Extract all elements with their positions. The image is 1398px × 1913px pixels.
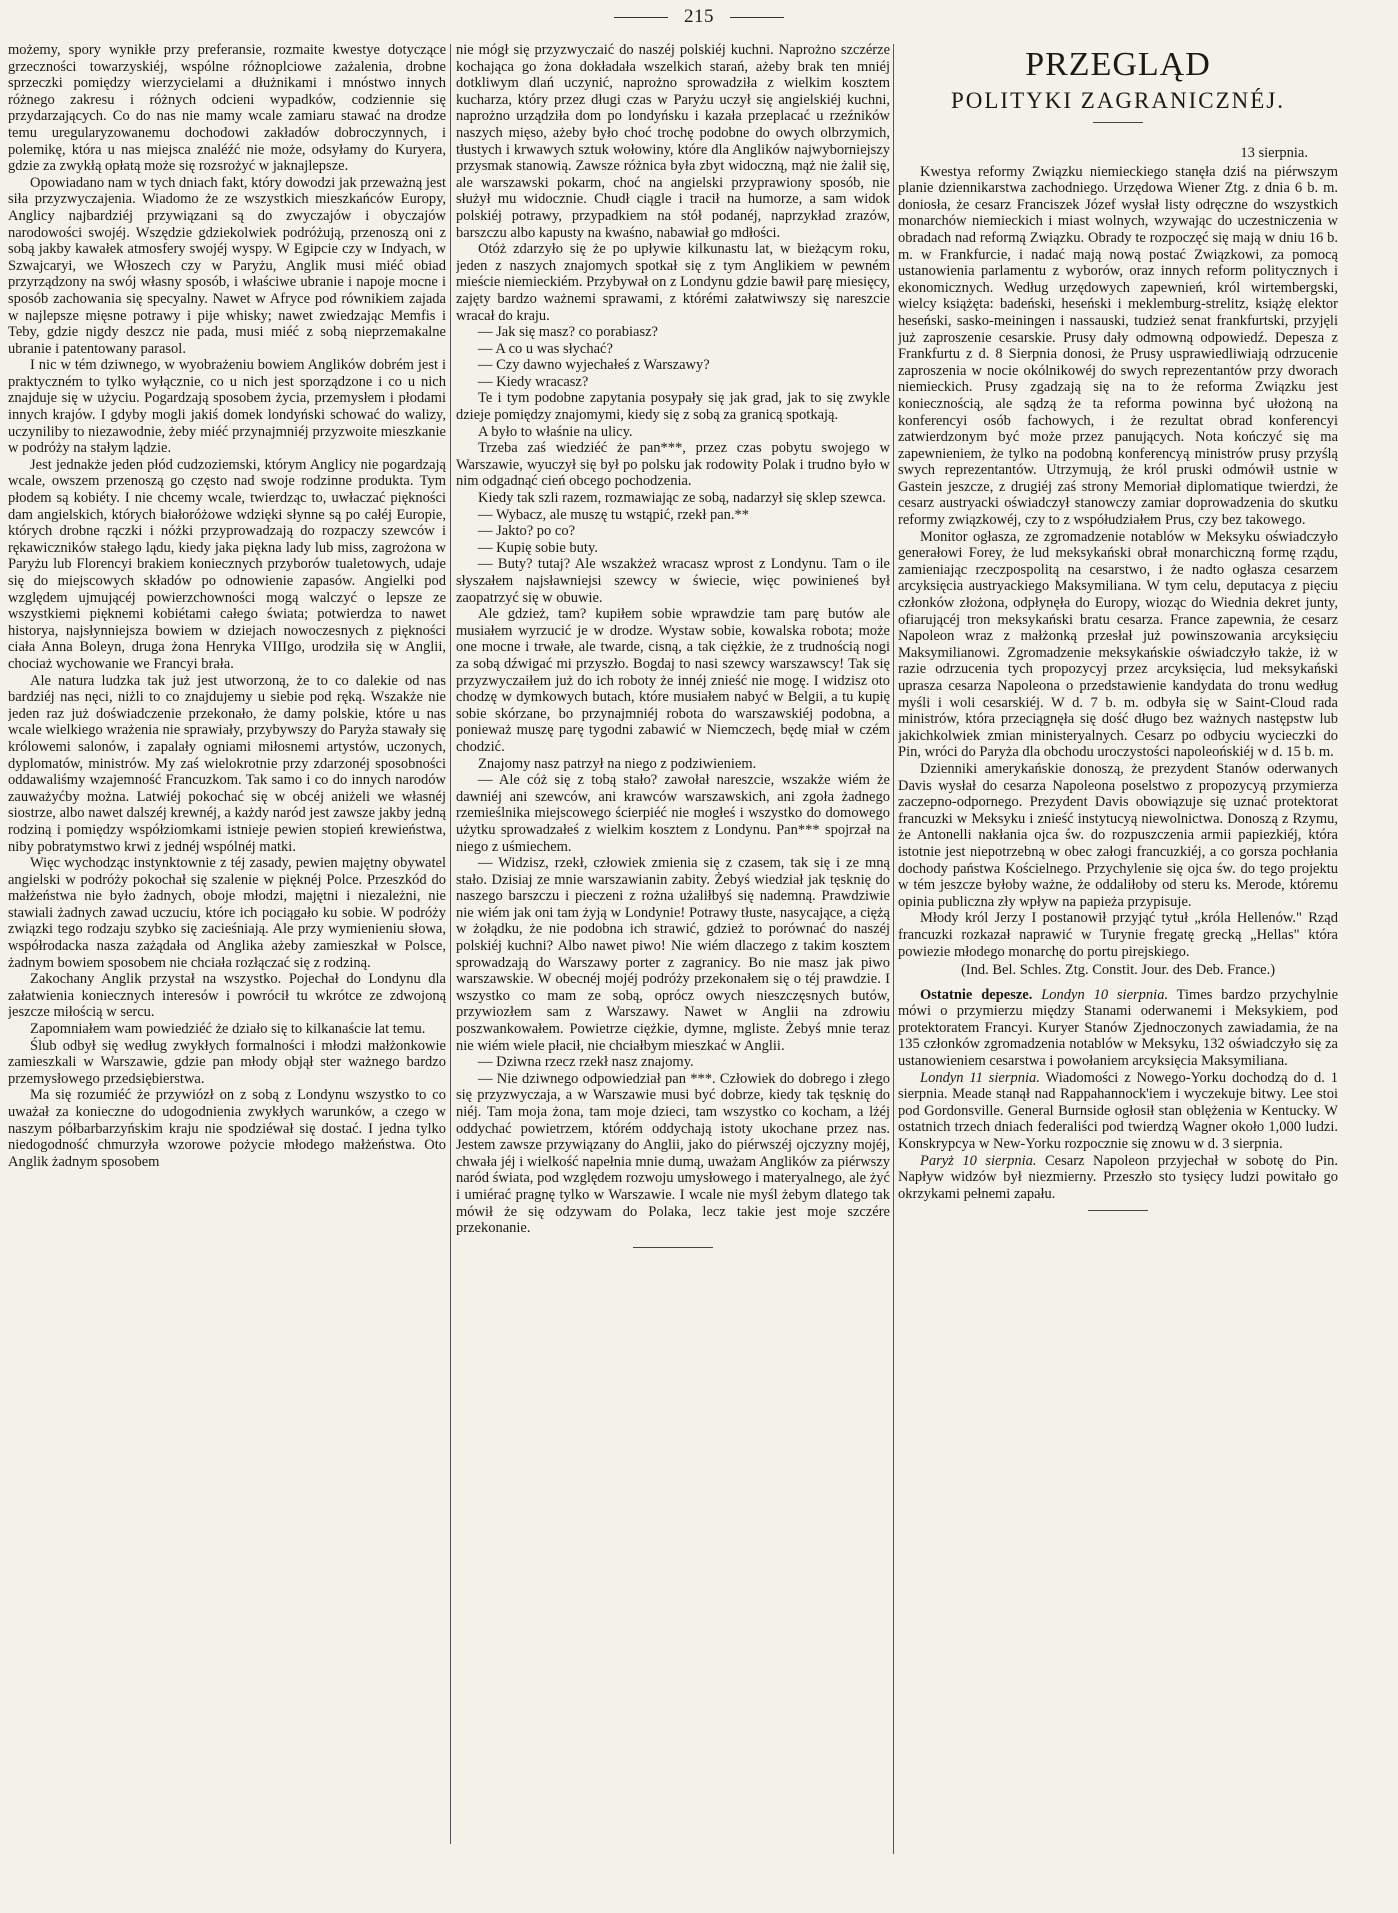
header-dash-right (730, 17, 784, 18)
paragraph: nie mógł się przyzwyczaić do naszéj polskiéj kuchni. Naprożno szczérze kochająca go żona dokładała wszelkich starań, ażeby brak ten mniéj dotkliwym dlań uczynić, naprożno sprowadziła z wielkim kosztem kucharza, który przez długi czas w Paryżu uczył się angielskiéj kuchni, naprożno urządziła dom po londyńsku i kazała przeplacać u rzeźników naszych mięso, ażeby było choć trochę podobne do owych olbrzymich, tłustych i krwawych sztuk wołowiny, które dla Anglików najwyborniejszy przysmak stanowią. Zawsze różnica była zbyt widoczną, mąż nie żalił się, ale warszawski pokarm, choć na angielski przyprawiony sposób, nie służył mu widocznie. Chudł ciągle i tracił na humorze, a sam widok polskiéj potrawy, przypadkiem na stół podanéj, naprzykład zrazów, barszczu albo kapusty na kwaśno, nabawiał go mdłości. (456, 42, 890, 241)
dispatch-paragraph (898, 987, 1338, 1070)
dispatch-paragraph (898, 1070, 1338, 1153)
dialogue-line: — Kiedy wracasz? (478, 373, 589, 390)
column-rule-2 (893, 44, 894, 1854)
column-1 (8, 42, 446, 1892)
paragraph: Młody król Jerzy I postanowił przyjąć tytuł „króla Hellenów." Rząd francuzki rozkazał naprawić w Turynie fregatę grecką „Hellas" która powiezie młodego monarchę do portu pirejskiego. (898, 910, 1338, 960)
paragraph: — Nie dziwnego odpowiedział pan ***. Człowiek do dobrego i złego się przyzwyczaja, a w Warszawie musi być dobrze, kiedy tak tęsknię do niéj. Tam moja żona, tam moje dzieci, tam wszystko co kocham, a lżéj oddychać powietrzem, którém oddychają istoty ukochane przez nas. Jestem zawsze przywiązany do Anglii, jako do piérwszéj ojczyzny mojéj, chwała jéj i wielkość napełnia mnie dumą, uważam Anglików za piérwszy naród świata, pod względem rozwoju umysłowego i materyalnego, ale żyć i umiérać pragnę tylko w Warszawie. I wcale nie myśl żebym dlatego tak mówił że się odzywam do Polaka, lecz takie jest moje szczére przekonanie. (456, 1070, 890, 1237)
paragraph: Więc wychodząc instynktownie z téj zasady, pewien majętny obywatel angielski w podróży pokochał się szalenie w pięknéj Polce. Przeszkód do małżeństwa nie było żadnych, oboje młodzi, majętni i niezależni, nie stawiali żadnych zawad uczuciu, które ich pociągało ku sobie. W podróży związki tego rodzaju szybko się zacieśniają. Ale przy wymienieniu słowa, współrodacka nasza zażądała od Anglika ażeby zamieszkał w Polsce, żadnym bowiem sposobem nie chciała rozłączać się z rodziną. (8, 855, 446, 971)
paragraph: Ślub odbył się według zwykłych formalności i młodzi małżonkowie zamieszkali w Warszawie, gdzie pan młody objął ster ważnego bardzo przemysłowego przedsiębierstwa. (8, 1037, 446, 1087)
section-title: PRZEGLĄD (1025, 46, 1211, 83)
paragraph: — Widzisz, rzekł, człowiek zmienia się z czasem, tak się i ze mną stało. Dzisiaj ze mnie warszawianin zabity. Żebyś wiedział jak tęsknię do naszego barszczu i pieczeni z rożna użaliłbyś się nademną. Prawdziwie nie wiém jak oni tam żyją w Londynie! Potrawy tłuste, nasycające, a ciężą w żołądku, że nie podobna ich strawić, gdzież to porównać do naszéj polskiéj kuchni? Albo nawet piwo! Nie wiém dlaczego z takim kosztem sprowadzają do Warszawy porter z zagranicy. Bo nie masz jak piwo warszawskie. W obecnéj mojéj podróży przekonałem się o téj prawdzie. I wszystko co mam ze sobą, oprócz owych nieszczęsnych butów, przywiozłem sam z Warszawy. Nawet w Anglii na zdrowiu poszwankowałem. Powietrze ciężkie, dymne, mgliste. Żebyś mnie teraz nie wiém wiele płacił, nie chciałbym mieszkać w Anglii. (456, 855, 890, 1054)
dispatch-text: Wiadomości z Nowego-Yorku dochodzą do d. 1 sierpnia. Meade stanął nad Rappahannock'iem i wyczekuje bitwy. Lee stoi pod Gordonsville. General Burnside ogłosił stan oblężenia w Kentucky. W ostatnich trzech dniach federaliści pod twierdzą Wagner około 1,000 ludzi. Konskrypcya w New-Yorku rozpocznie się znowu w d. 3 sierpnia. (898, 1069, 1338, 1153)
dialogue-line: — A co u was słychać? (478, 340, 613, 357)
dispatch-place: Londyn 10 sierpnia. (1041, 986, 1169, 1003)
dialogue-line: — Dziwna rzecz rzekł nasz znajomy. (478, 1054, 694, 1071)
dialogue-line: — Kupię sobie buty. (478, 539, 598, 556)
section-date: 13 sierpnia. (1240, 145, 1308, 161)
column-rule-1 (450, 44, 451, 1844)
paragraph: I nic w tém dziwnego, w wyobrażeniu bowiem Anglików dobrém jest i praktyczném to tylko wyłącznie, co u nich jest sporządzone i co u nich znajduje się w użyciu. Pogardzają sposobem życia, przemysłem i płodami innych krajów. I gdyby mogli jakiś domek londyński schować do walizy, uczyniliby to niezawodnie, żeby miéć przynajmniéj przyzwoite mieszkanie w podróży na stałym lądzie. (8, 357, 446, 457)
column-3 (898, 42, 1338, 1892)
section-subtitle: POLITYKI ZAGRANICZNÉJ. (950, 88, 1286, 113)
paragraph: Kwestya reformy Związku niemieckiego stanęła dziś na piérwszym planie dziennikarstwa zachodniego. Urzędowa Wiener Ztg. z dnia 6 b. m. doniosła, że cesarz Franciszek Józef wysłał listy odręczne do wszystkich monarchów niemieckich i miast wolnych, wzywając do uczestniczenia w obradach nad reformą Związku. Obrady te rozpoczęć się mają w dniu 16 b. m. w Frankfurcie, i nadać mają nową postać Związkowi, za pomocą ustanowienia parlamentu z wyborów, oraz innych reform politycznych i ekonomicznych. Według urzędowych zapewnień, król wirtembergski, wielcy książęta: badeński, heseński i meklemburg-strelitz, książę elektor heseński, sasko-meiningen i nassauski, tudzież senat frankfurtski, przyjęli już zaproszenie cesarskie. Prusy dały odmowną odpowiedź. Depesza z Frankfurtu z d. 8 Sierpnia donosi, że Prusy usprawiedliwiają odrzucenie zaproszenia w nocie okólnikowéj do swych reprezentantów przy dworach niemieckich. Prusy zgadzają się na to że reforma Związku jest koniecznością, ale sądzą że ta reforma powinna być ułożoną na konferencyi osób fachowych, i że rezultat obrad konferencyi zatwierdzonym być może przez panujących. Nota kończyć się ma zapewnieniem, że tylko na podobną konferencyą ministrów prusy przyślą swych reprezentantów. Utrzymują, że król pruski odmówił ustnie w Gastein jeszcze, z drugiéj zaś strony Memoriał diplomatique twierdzi, że cesarz austryacki oświadczył stanowczy zamiar doprowadzenia do skutku reformy związkowéj, czy to z współudziałem Prus, czy bez takowego. (898, 163, 1338, 529)
dispatch-text: Cesarz Napoleon przyjechał w sobotę do Pin. Napływ widzów był niezmierny. Przeszło sto tysięcy ludzi powitało go okrzykami pełnemi zapału. (898, 1152, 1338, 1202)
section-end-rule (1088, 1210, 1148, 1211)
paragraph: Ale gdzież, tam? kupiłem sobie wprawdzie tam parę butów ale musiałem wyrzucić je w drodze. Wystaw sobie, kowalska robota; może one mocne i trwałe, ale twarde, cisną, a tak ciężkie, że z trudnością nogi za sobą dźwigać mi przyszło. Bogdaj to nasi szewcy warszawscy! Tak się przyzwyczaiłem już do ich roboty że innéj znieść nie mogę. I widzisz oto chodzę w dymkowych butach, które musiałem nabyć w Belgii, a tu kupię sobie skórzane, bo przynajmniéj robota do warszawskiéj podobna, a ponieważ muszę parę tygodni zabawić w Niemczech, będę miał w czém chodzić. (456, 606, 890, 755)
paragraph: Monitor ogłasza, ze zgromadzenie notablów w Meksyku oświadczyło generałowi Forey, że lud meksykański obrał monarchiczną formę rządu, zamieniając rzeczpospolitą na cesarstwo, i że nadto ogłasza cesarzem arcyksięcia austryackiego Maksymiliana. W tym celu, deputacya z pięciu członków złożona, odpłynęła do Europy, wioząc do Wiednia dekret junty, ofiarującéj tron meksykański bratu cesarza. France zapewnia, że cesarz Napoleon wraz z małżonką przesłał już powinszowania arcyksięciu Maksymilianowi. Zgromadzenie meksykańskie oświadczyło także, iż w razie odrzucenia tych propozycyj przez arcyksięcia, lud meksykański uprasza cesarza Napoleona o przedstawienie kandydata do tronu według myśli i woli cesarskiéj. W d. 7 b. m. odbyła się w Saint-Cloud rada ministrów, która przeciągnęła się dość długo bez ważnych następstw lub jakichkolwiek zmian ministeryalnych. Cesarz po odbyciu wycieczki do Pin, wróci do Paryża dla obchodu uroczystości napoleońskiéj w d. 15 b. m. (898, 528, 1338, 761)
page-number: 215 (684, 6, 714, 27)
paragraph: A było to właśnie na ulicy. (478, 423, 633, 440)
title-rule (1093, 122, 1143, 123)
article-end-rule (633, 1247, 713, 1248)
dispatch-text: Times bardzo przychylnie mówi o przymierzu między Stanami oderwanemi i Meksykiem, pod protektoratem Francyi. Kuryer Stanów Zjednoczonych zawiadamia, że na 135 członków zgromadzenia notablów w Meksyku, 132 oświadczyło się za ustanowieniem cesarstwa i powołaniem arcyksięcia Maksymiliana. (898, 986, 1338, 1070)
column-2 (456, 42, 890, 1892)
header-dash-left (614, 17, 668, 18)
paragraph: — Ale cóż się z tobą stało? zawołał nareszcie, wszakże wiém że dawniéj ani szewców, ani krawców warszawskich, ani zgoła żadnego rzemieślnika miejscowego ścierpiéć nie mogłeś i wszystko do domowego użytku sprowadzałeś z wielkim kosztem z Londynu. Pan*** spojrzał na niego z uśmiechem. (456, 772, 890, 855)
dispatch-place: Paryż 10 sierpnia. (920, 1152, 1037, 1169)
paragraph: Opowiadano nam w tych dniach fakt, który dowodzi jak przeważną jest siła przyzwyczajenia. Wiadomo że ze wszystkich mieszkańców Europy, Anglicy najbardziéj przywiązani są do zwyczajów i obyczajów narodowości swojéj. Wszędzie gdziekolwiek podróżują, przenoszą oni z sobą jakby kawałek atmosfery swojéj wyspy. W Egipcie czy w Indyach, w Szwajcaryi, we Włoszech czy w Paryżu, Anglik musi miéć obiad przyrządzony na swój własny sposób, i właściwe ubranie i napoje mocne i sposób zachowania się specyalny. Nawet w Afryce pod równikiem zajada w najlepsze mięsne potrawy i pije whisky; nawet zwiedzając Memfis i Teby, gdzie nigdy deszcz nie pada, musi miéć z sobą nieprzemakalne ubranie i patentowany parasol. (8, 174, 446, 357)
dispatch-place: Londyn 11 sierpnia. (920, 1069, 1040, 1086)
paragraph: Trzeba zaś wiedziéć że pan***, przez czas pobytu swojego w Warszawie, wyuczył się był po polsku jak rodowity Polak i trudno było w nim odgadnąć cień obcego pochodzenia. (456, 440, 890, 490)
paragraph: Zapomniałem wam powiedziéć że działo się to kilkanaście lat temu. (30, 1021, 426, 1038)
dialogue-line: — Jak się masz? co porabiasz? (478, 324, 658, 341)
paragraph: Zakochany Anglik przystał na wszystko. Pojechał do Londynu dla załatwienia koniecznych interesów i powrócił tu wkrótce ze zdwojoną jeszcze miłością w sercu. (8, 971, 446, 1021)
paragraph: możemy, spory wynikłe przy preferansie, rozmaite kwestye dotyczące grzeczności towarzyskiéj, wspólne różnoplciowe zażalenia, drobne sprzeczki pomiędzy wierzycielami a dłużnikami i mnóstwo innych różnego zakresu i różnych odcieni wypadków, codziennie się przydarzających. Co do nas nie mamy wcale zamiaru stawać na drodze temu uregularyzowanemu dochodowi zakładów dobroczynnych, i polemikę, która u nas miejsca znaléźć nie może, odsyłamy do Kuryera, gdzie za zwykłą opłatą może się rozsrożyć w jaknajlepsze. (8, 42, 446, 175)
dispatch-paragraph (898, 1153, 1338, 1203)
paragraph: Znajomy nasz patrzył na niego z podziwieniem. (478, 755, 757, 772)
dialogue-line: — Wybacz, ale muszę tu wstąpić, rzekł pan.** (478, 506, 750, 523)
paragraph: Kiedy tak szli razem, rozmawiając ze sobą, nadarzył się sklep szewca. (478, 490, 886, 507)
dialogue-line: — Czy dawno wyjechałeś z Warszawy? (478, 357, 710, 374)
page-header (0, 6, 1398, 28)
sources-line: (Ind. Bel. Schles. Ztg. Constit. Jour. des Deb. France.) (960, 962, 1276, 979)
paragraph: Ma się rozumiéć że przywiózł on z sobą z Londynu wszystko to co uważał za konieczne do udogodnienia zwykłych warunków, a czego w naszym półbarbarzyńskim kraju nie spodziéwał się dostać. I jedna tylko niedogodność chmurzyła wzorowe pożycie młodego małżeństwa. Oto Anglik żadnym sposobem (8, 1087, 446, 1170)
dialogue-line: — Buty? tutaj? Ale wszakżeż wracasz wprost z Londynu. Tam o ile słyszałem najsławniejsi szewcy w świecie, więc powinieneś był zaopatrzyć się w obuwie. (456, 556, 890, 606)
paragraph: Ale natura ludzka tak już jest utworzoną, że to co dalekie od nas bardziéj nas nęci, niżli to co znajdujemy u siebie pod ręką. Wszakże nie jeden raz już doświadczenie przekonało, że damy polskie, które u nas wcale wielkiego wrażenia nie sprawiały, przybywszy do Paryża stawały się królowemi salonów, i zapalały ogniami miłosnemi artystów, uczonych, dyplomatów, ministrów. My zaś wielokrotnie przy zdarzonéj sposobności oddawaliśmy wzajemność Francuzkom. Tak samo i co do innych narodów zauważyćby można. Latwiéj pokochać się w obcéj aniżeli we własnéj siostrze, albo nawet dalszéj krewnéj, a każdy naród jest zawsze jakby jedną rodziną i pomiędzy współziomkami istnieje pewien stopień krewieństwa, niby pobratymstwo krwi z jednéj wspólnéj matki. (8, 672, 446, 855)
paragraph: Otóż zdarzyło się że po upływie kilkunastu lat, w bieżącym roku, jeden z naszych znajomych spotkał się z tym Anglikiem w pewném mieście niemieckiém. Przybywał on z Londynu gdzie bawił parę miesięcy, zajęty bardzo ważnemi sprawami, z którémi załatwiwszy się nareszcie wracał do kraju. (456, 241, 890, 324)
paragraph: Jest jednakże jeden płód cudzoziemski, którym Anglicy nie pogardzają wcale, owszem przenoszą go często nad swoje rodzinne produkta. Tym płodem są kobiéty. I nie chcemy wcale, twierdząc to, uwłaczać piękności dam angielskich, których białoróżowe wdzięki słynne są po całéj Europie, których drobne rączki i nóżki przyprowadzają do rozpaczy szewców i rękawiczników stałego lądu, kiedy jaka piękna lady lub miss, zagrożona w Paryżu lub Florencyi brakiem koniecznych przyborów tualetowych, udaje się do miejscowych składów po odnowienie zapasów. Angielki pod względem ujmującéj powierzchowności mogą walczyć o lepsze ze wszystkiemi pięknemi kobiétami całego świata; potwierdza to nawet historya, najsłynniejsza bowiem w dziejach nowoczesnych z piękności ciała Anna Boleyn, druga żona Henryka VIIIgo, urodziła się w Anglii, chociaż wychowanie we Francyi brała. (8, 456, 446, 672)
dispatch-heading: Ostatnie depesze. (920, 986, 1033, 1003)
dialogue-line: — Jakto? po co? (478, 523, 576, 540)
paragraph: Dzienniki amerykańskie donoszą, że prezydent Stanów oderwanych Davis wysłał do cesarza Napoleona poselstwo z propozycyą przymierza zaczepno-odpornego. Prezydent Davis obowiązuje się uznać protektorat francuzki w Meksyku i znieść instytucyą niewolnictwa. Donoszą z Rzymu, że Antonelli nakłania ojca św. do rozpuszczenia armii papiezkiéj, która istotnie jest niepotrzebną w obec załogi francuzkiéj, a co gorsza pochłania dochody państwa Kościelnego. Przychylenie się ojca św. do tego projektu w tém jeszcze byłoby ważne, że oddaliłoby od steru ks. Merode, któremu opinia publiczna zły wpływ na papieża przypisuje. (898, 760, 1338, 910)
paragraph: Te i tym podobne zapytania posypały się jak grad, jak to się zwykle dzieje pomiędzy znajomymi, kiedy się z sobą za granicą spotkają. (456, 390, 890, 424)
